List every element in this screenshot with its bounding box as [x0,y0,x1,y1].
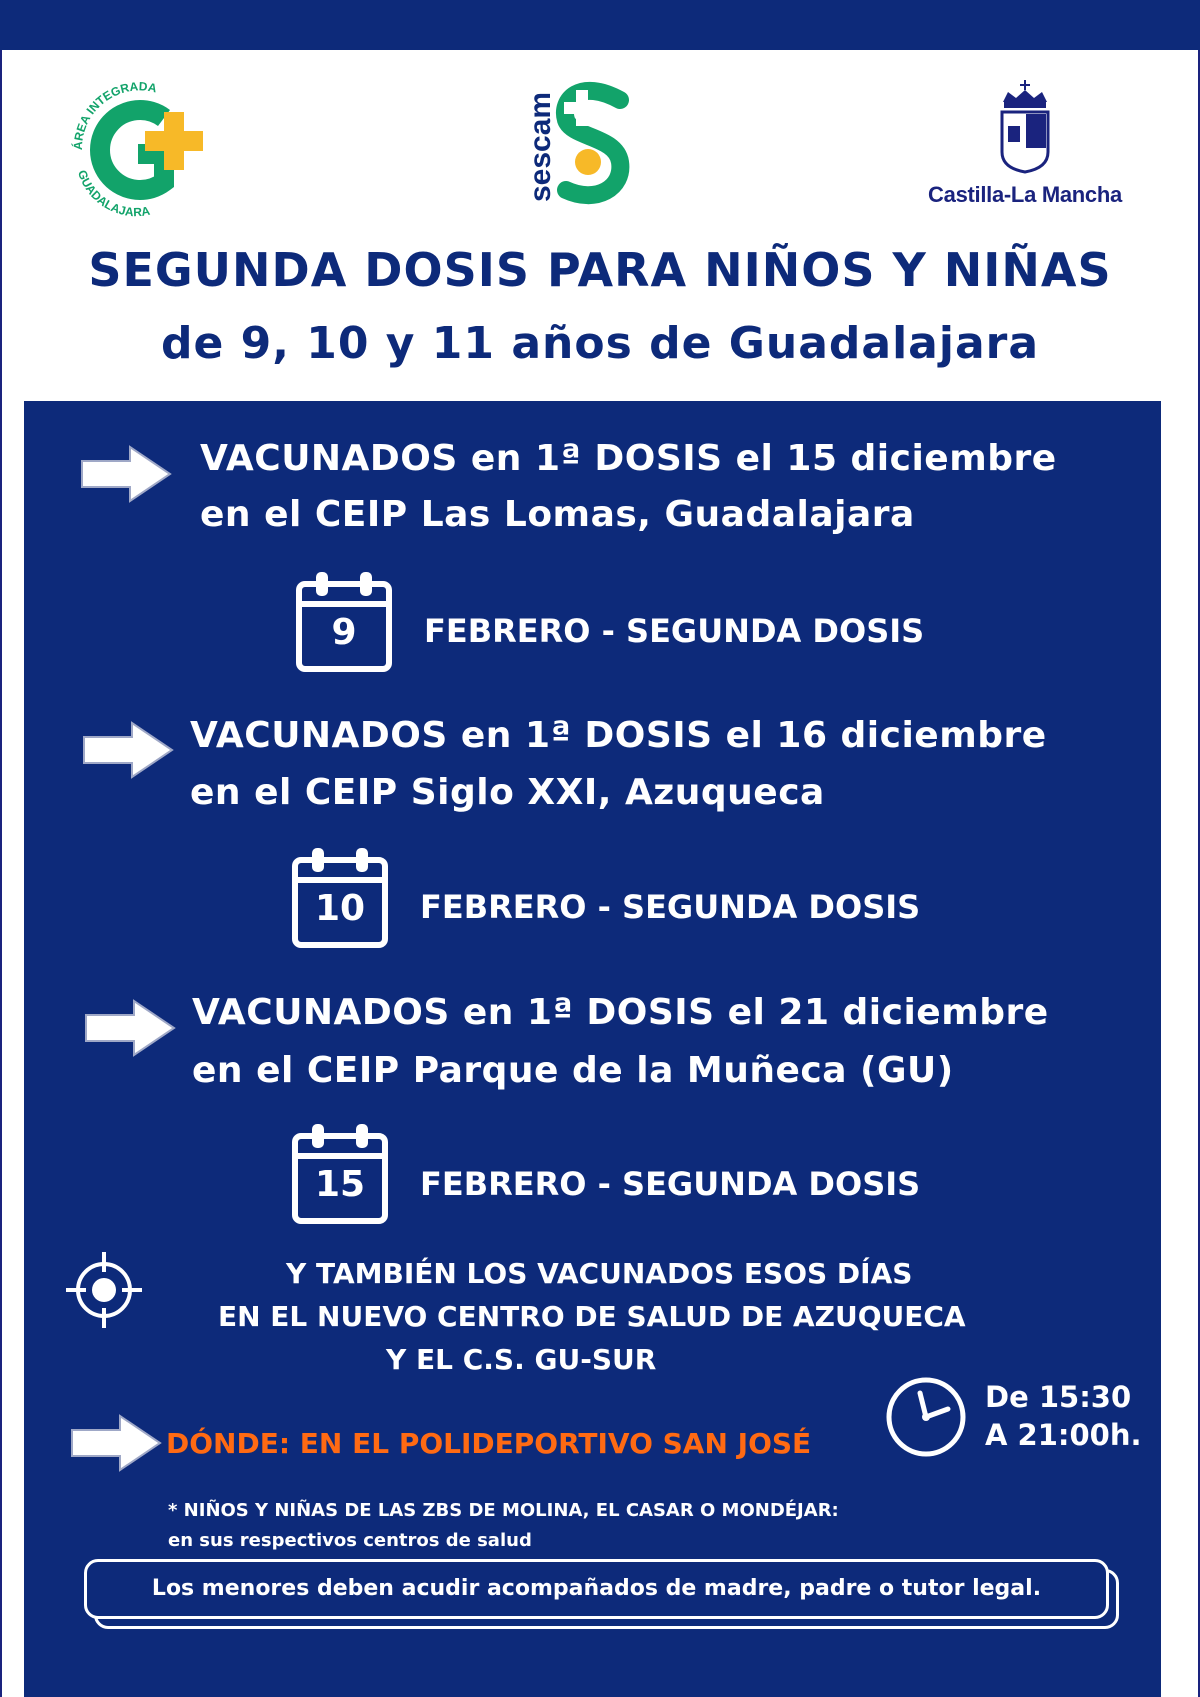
group2-second-dose: FEBRERO - SEGUNDA DOSIS [420,888,921,926]
footnote [168,1496,839,1556]
svg-text:ÁREA INTEGRADA: ÁREA INTEGRADA [70,79,159,151]
location-text: DÓNDE: EN EL POLIDEPORTIVO SAN JOSÉ [166,1427,812,1460]
arrow-right-icon [70,1414,162,1472]
also-line2: EN EL NUEVO CENTRO DE SALUD DE AZUQUECA [218,1300,966,1333]
area-integrada-logo [60,72,210,222]
clock-icon [884,1375,968,1459]
group1-second-dose: FEBRERO - SEGUNDA DOSIS [424,612,925,650]
group1-line2: en el CEIP Las Lomas, Guadalajara [200,494,915,535]
group2-line1: VACUNADOS en 1ª DOSIS el 16 diciembre [190,715,1047,756]
arrow-right-icon [80,445,172,503]
footnote-line1: * NIÑOS Y NIÑAS DE LAS ZBS DE MOLINA, EL CASAR O MONDÉJAR: [168,1500,839,1521]
group2-line2: en el CEIP Siglo XXI, Azuqueca [190,772,825,813]
calendar-icon [292,1122,388,1224]
arrow-right-icon [82,721,174,779]
calendar-day: 9 [331,612,357,653]
hours-to: A 21:00h. [985,1418,1142,1452]
subtitle: de 9, 10 y 11 años de Guadalajara [160,318,1040,369]
crosshair-icon [66,1252,142,1328]
top-banner-bar [0,0,1200,50]
group3-line1: VACUNADOS en 1ª DOSIS el 21 diciembre [192,992,1049,1033]
group3-line2: en el CEIP Parque de la Muñeca (GU) [192,1050,954,1091]
calendar-day: 10 [314,888,366,929]
clm-logo-text: Castilla-La Mancha [928,182,1122,207]
legal-notice-box [84,1559,1109,1619]
calendar-icon [296,570,392,672]
svg-text:GUADALAJARA: GUADALAJARA [74,168,152,220]
arrow-right-icon [84,999,176,1057]
group3-second-dose: FEBRERO - SEGUNDA DOSIS [420,1165,921,1203]
calendar-day: 15 [314,1164,366,1205]
svg-text:sescam: sescam [524,91,557,202]
also-line3: Y EL C.S. GU-SUR [386,1343,657,1376]
hours-from: De 15:30 [985,1380,1132,1414]
sescam-logo [520,80,640,210]
castilla-la-mancha-logo [920,80,1130,210]
group1-line1: VACUNADOS en 1ª DOSIS el 15 diciembre [200,438,1057,479]
opening-hours [985,1378,1142,1454]
legal-notice-text: Los menores deben acudir acompañados de madre, padre o tutor legal. [151,1576,1042,1601]
also-line1: Y TAMBIÉN LOS VACUNADOS ESOS DÍAS [286,1257,913,1290]
footnote-line2: en sus respectivos centros de salud [168,1530,532,1551]
main-title: SEGUNDA DOSIS PARA NIÑOS Y NIÑAS [88,243,1112,297]
calendar-icon [292,846,388,948]
